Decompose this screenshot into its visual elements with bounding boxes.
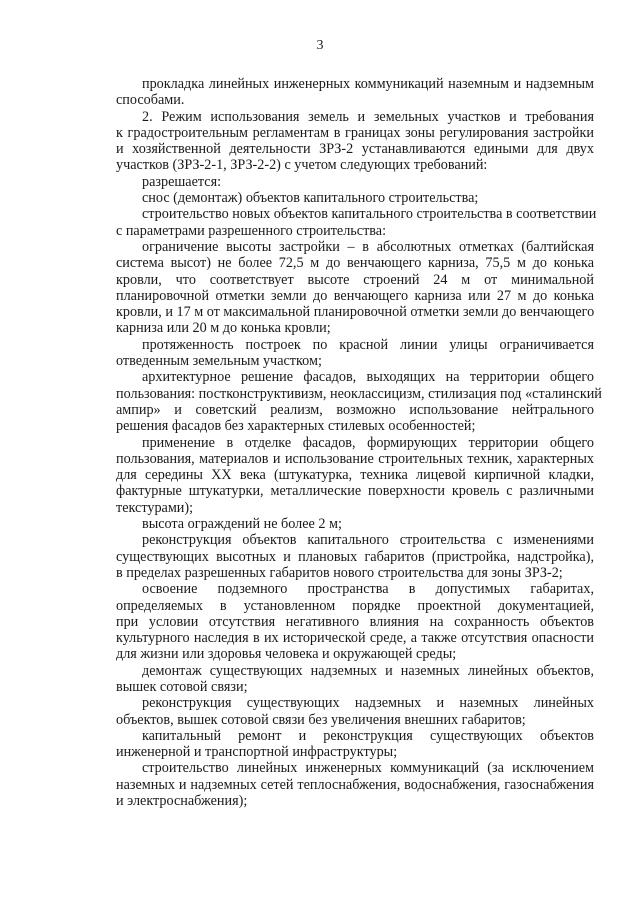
text-line: для жизни или здоровья человека и окружающей среды; [116,646,457,663]
text-line: существующих высотных и плановых габаритов (пристройка, надстройка), [116,548,594,565]
text-line: определяемых в установленном порядке проектной документацией, [116,597,594,614]
text-line: текстурами); [116,499,194,516]
text-line: разрешается: [142,173,222,190]
text-line: решения фасадов без характерных стилевых особенностей; [116,418,476,435]
text-line: снос (демонтаж) объектов капитального строительства; [142,190,479,207]
text-line: фактурные штукатурки, металлические поверхности кровель с различными [116,483,594,500]
text-line: реконструкция существующих надземных и наземных линейных [142,695,594,712]
text-line: протяженность построек по красной линии улицы ограничивается [142,336,594,353]
text-line: планировочной отметки земли до венчающего карниза или 27 м до конька [116,287,594,304]
text-line: в пределах разрешенных габаритов нового строительства для зоны ЗРЗ-2; [116,564,563,581]
text-line: высота ограждений не более 2 м; [142,516,342,533]
text-line: для середины XX века (штукатурка, техника лицевой кирпичной кладки, [116,467,594,484]
text-line: кровли, что соответствует высоте строений 24 м от минимальной [116,271,594,288]
text-line: прокладка линейных инженерных коммуникаций наземным и надземным [142,76,594,92]
text-line: строительство линейных инженерных коммуникаций (за исключением [142,760,594,777]
text-line: освоение подземного пространства в допустимых габаритах, [142,581,594,598]
text-line: пользования: постконструктивизм, неоклассицизм, стилизация под «сталинский [116,385,602,402]
text-line: система высот) не более 72,5 м до венчающего карниза, 75,5 м до конька [116,255,594,272]
text-line: отведенным земельным участком; [116,353,322,370]
text-line: 2. Режим использования земель и земельных участков и требования [142,108,594,125]
text-line: и электроснабжения); [116,793,248,810]
text-line: реконструкция объектов капитального строительства с изменениями [142,532,594,549]
text-line: объектов, вышек сотовой связи без увеличения внешних габаритов; [116,711,526,728]
text-line: применение в отделке фасадов, формирующих территории общего [142,434,594,451]
text-line: и хозяйственной деятельности ЗРЗ-2 устанавливаются едиными для двух [116,141,594,158]
document-body [116,76,602,810]
text-line: инженерной и транспортной инфраструктуры; [116,744,398,761]
text-line: демонтаж существующих надземных и наземных линейных объектов, [142,662,594,679]
text-line: вышек сотовой связи; [116,678,248,695]
text-line: способами. [116,92,185,109]
text-line: строительство новых объектов капитального строительства в соответствии [142,206,597,223]
page-number: 3 [316,38,324,53]
text-line: наземных и надземных сетей теплоснабжения, водоснабжения, газоснабжения [116,776,594,793]
text-line: ампир» и советский реализм, возможно использование нейтрального [116,401,594,418]
text-line: капитальный ремонт и реконструкция существующих объектов [142,727,594,744]
text-line: архитектурное решение фасадов, выходящих на территории общего [142,369,594,386]
text-line: кровли, и 17 м от максимальной планировочной отметки земли до венчающего [116,304,595,321]
text-line: при условии отсутствия негативного влияния на сохранность объектов [116,613,594,630]
text-line: участков (ЗРЗ-2-1, ЗРЗ-2-2) с учетом следующих требований: [116,157,488,174]
text-line: пользования, материалов и использование строительных техник, характерных [116,450,594,467]
text-line: культурного наследия в их исторической среде, а также отсутствия опасности [116,630,594,647]
text-line: с параметрами разрешенного строительства: [116,222,387,239]
text-line: к градостроительным регламентам в границах зоны регулирования застройки [116,124,594,141]
text-line: ограничение высоты застройки – в абсолютных отметках (балтийская [142,238,594,255]
text-line: карниза или 20 м до конька кровли; [116,320,331,337]
